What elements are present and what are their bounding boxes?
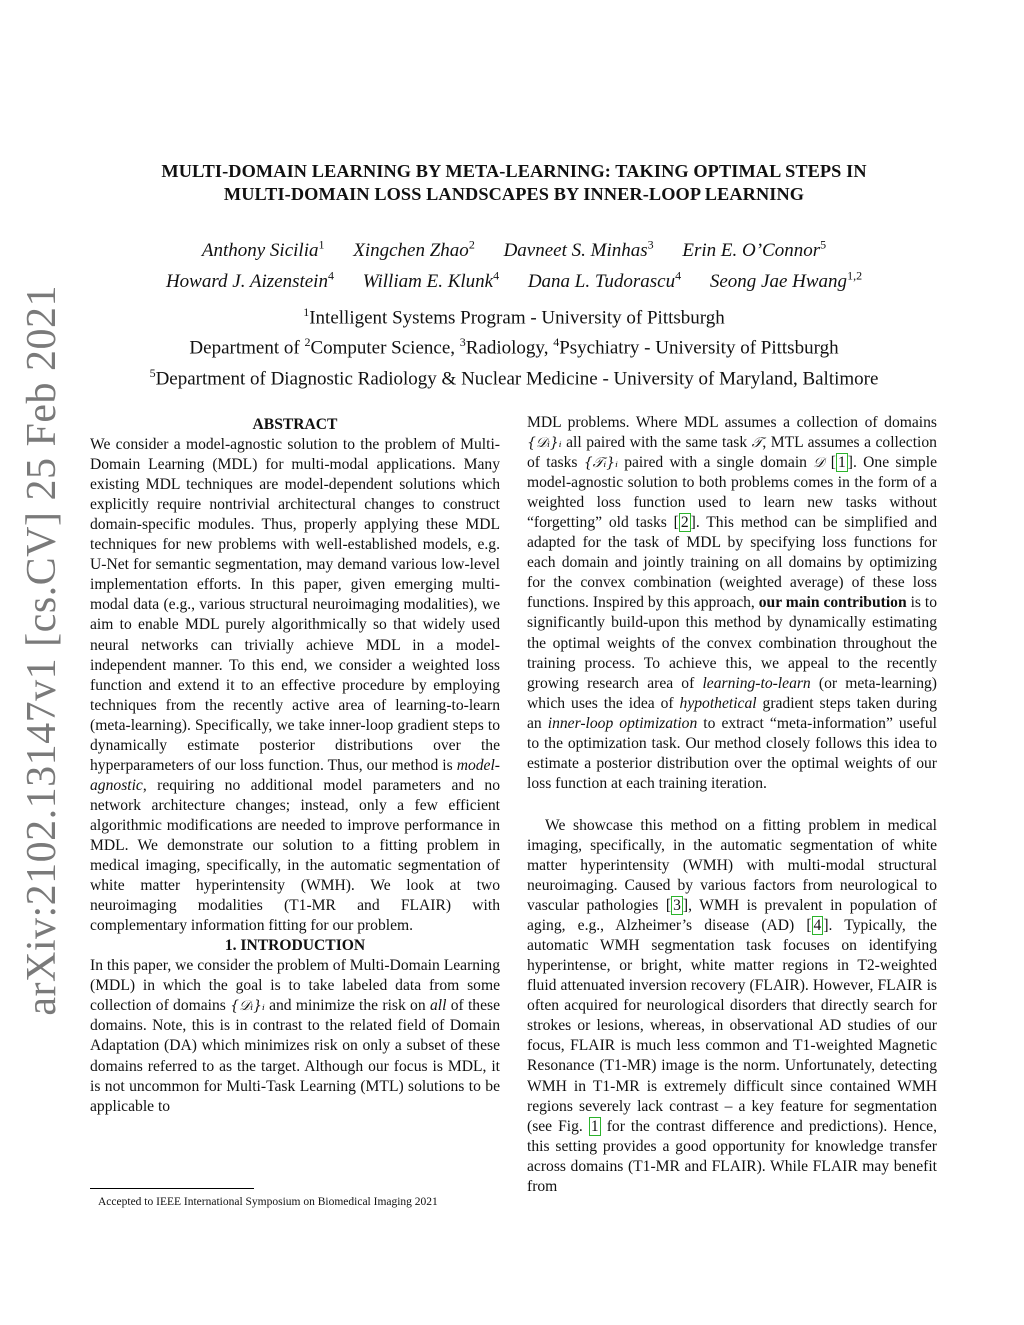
- right-column: [527, 413, 937, 1197]
- author-row-1: [100, 233, 928, 263]
- author: Anthony Sicilia$^1$: [201, 238, 325, 262]
- intro-paragraph: In this paper, we consider the problem of Multi-Domain Learning (MDL) in which the goal is to take labeled data from some collection of domains {𝒟ᵢ}ᵢ and minimize the risk on all of these domains. Note, this is in contrast to the related field of Domain Adaptation (DA) which minimizes risk on only a subset of these domains referred to as the target. Although our focus is MDL, it is not uncommon for Multi-Task Learning (MTL) solutions to be applicable to: [90, 957, 501, 1115]
- abstract-heading: ABSTRACT: [252, 416, 338, 433]
- abstract-text: We consider a model-agnostic solution to the problem of Multi-Domain Learning (MDL) for multi-modal applications. Many existing MDL techniques are model-dependent solutions which explicitly require nontrivial architectural changes to construct domain-specific modules. Thus, properly applying these MDL techniques for new problems with well-established models, e.g. U-Net for semantic segmentation, may demand various low-level implementation efforts. In this paper, given emerging multi-modal data (e.g., various structural neuroimaging modalities), we aim to enable MDL purely algorithmically so that widely used neural networks can trivially achieve MDL in a model-independent manner. To this end, we consider a weighted loss function and extend it to an effective procedure by employing techniques from the recently active area of learning-to-learn (meta-learning). Specifically, we take inner-loop gradient steps to dynamically estimate posterior distributions over the hyperparameters of our loss function. Thus, our method is model-agnostic, requiring no additional model parameters and no network architecture changes; instead, only a few efficient algorithmic modifications are needed to improve performance in MDL. We demonstrate our solution to a fitting problem in medical imaging, specifically, in the automatic segmentation of white matter hyperintensity (WMH). We look at two neuroimaging modalities (T1-MR and FLAIR) with complementary information fitting for our problem.: [90, 436, 500, 935]
- footnote: Accepted to IEEE International Symposium on Biomedical Imaging 2021: [98, 1196, 438, 1208]
- right-paragraph-1: MDL problems. Where MDL assumes a collection of domains {𝒟ᵢ}ᵢ all paired with the same task 𝒯, MTL assumes a collection of tasks {𝒯ᵢ}ᵢ paired with a single domain 𝒟 [ 1 ]. One simple model-agnostic solution to both problems comes in the form of a weighted loss function used to learn new tasks without “forgetting” old tasks [ 2 ]. This method can be simplified and adapted for the task of MDL by specifying loss functions for each domain and jointly training on all domains by optimizing for the convex combination (weighted average) of these loss functions. Inspired by this approach, our main contribution is to significantly build-upon this method by dynamically estimating the optimal weights of the convex combination throughout the training process. To achieve this, we appeal to the recently growing research area of learning-to-learn (or meta-learning) which uses the idea of hypothetical gradient steps taken during an inner-loop optimization to extract “meta-information” useful to the optimization task. Our method closely follows this idea to estimate a posterior distribution over the optimal weights of our loss function at each training iteration.: [527, 414, 938, 792]
- author: Howard J. Aizenstein$^4$: [165, 268, 334, 292]
- author: Erin E. O’Connor$^5$: [682, 238, 827, 262]
- footnote-rule: [90, 1188, 254, 1189]
- citation-link[interactable]: 4: [813, 917, 822, 935]
- paper-title: [100, 160, 928, 206]
- figure-link[interactable]: 1: [590, 1117, 599, 1135]
- citation-link[interactable]: 2: [680, 514, 689, 532]
- author-list: [100, 233, 928, 294]
- left-column: [90, 415, 500, 1117]
- arxiv-watermark: [12, 284, 72, 1016]
- citation-link[interactable]: 1: [837, 454, 846, 472]
- affiliation-line-2: Department of $^2$Computer Science, $^3$Radiology, $^4$Psychiatry - University of Pittsburgh: [189, 335, 839, 359]
- citation-link[interactable]: 3: [673, 897, 681, 915]
- right-paragraph-2: We showcase this method on a fitting problem in medical imaging, specifically, in the automatic segmentation of white matter hyperintensity (WMH) with multi-modal structural neuroimaging. Caused by various factors from neurological to vascular pathologies [ 3 ], WMH is prevalent in population of aging, e.g., Alzheimer’s disease (AD) [ 4 ]. Typically, the automatic WMH segmentation task focuses on identifying hyperintense, or bright, white matter regions in T2-weighted fluid attenuated inversion recovery (FLAIR). However, FLAIR is often acquired for neurological disorders that directly search for strokes or lesions, whereas, in observational AD studies of our focus, FLAIR is much less common and T1-weighted Magnetic Resonance (T1-MR) image is the norm. Unfortunately, detecting WMH in T1-MR is extremely difficult since contained WMH regions severely lack contrast – a key feature for segmentation (see Fig. 1 for the contrast difference and predictions). Hence, this setting provides a good opportunity for knowledge transfer across domains (T1-MR and FLAIR). While FLAIR may benefit from: [527, 816, 937, 1195]
- author-row-2: [100, 263, 928, 293]
- author: Dana L. Tudorascu$^4$: [527, 268, 682, 292]
- title-line-1: MULTI-DOMAIN LEARNING BY META-LEARNING: TAKING OPTIMAL STEPS IN: [161, 161, 867, 181]
- author: Xingchen Zhao$^2$: [353, 238, 475, 262]
- title-line-2: MULTI-DOMAIN LOSS LANDSCAPES BY INNER-LOOP LEARNING: [223, 184, 805, 204]
- affiliation-line-1: $^1$Intelligent Systems Program - University of Pittsburgh: [303, 305, 725, 329]
- author: Davneet S. Minhas$^3$: [503, 238, 654, 262]
- author: Seong Jae Hwang$^{1,2}$: [709, 268, 863, 292]
- affiliation-line-3: $^5$Department of Diagnostic Radiology & Nuclear Medicine - University of Maryland, Baltimore: [149, 365, 879, 389]
- introduction-heading: 1. INTRODUCTION: [224, 937, 366, 955]
- affiliations: [100, 300, 928, 391]
- arxiv-id: arXiv:2102.13147v1 [cs.CV] 25 Feb 2021: [19, 284, 65, 1016]
- author: William E. Klunk$^4$: [362, 268, 500, 292]
